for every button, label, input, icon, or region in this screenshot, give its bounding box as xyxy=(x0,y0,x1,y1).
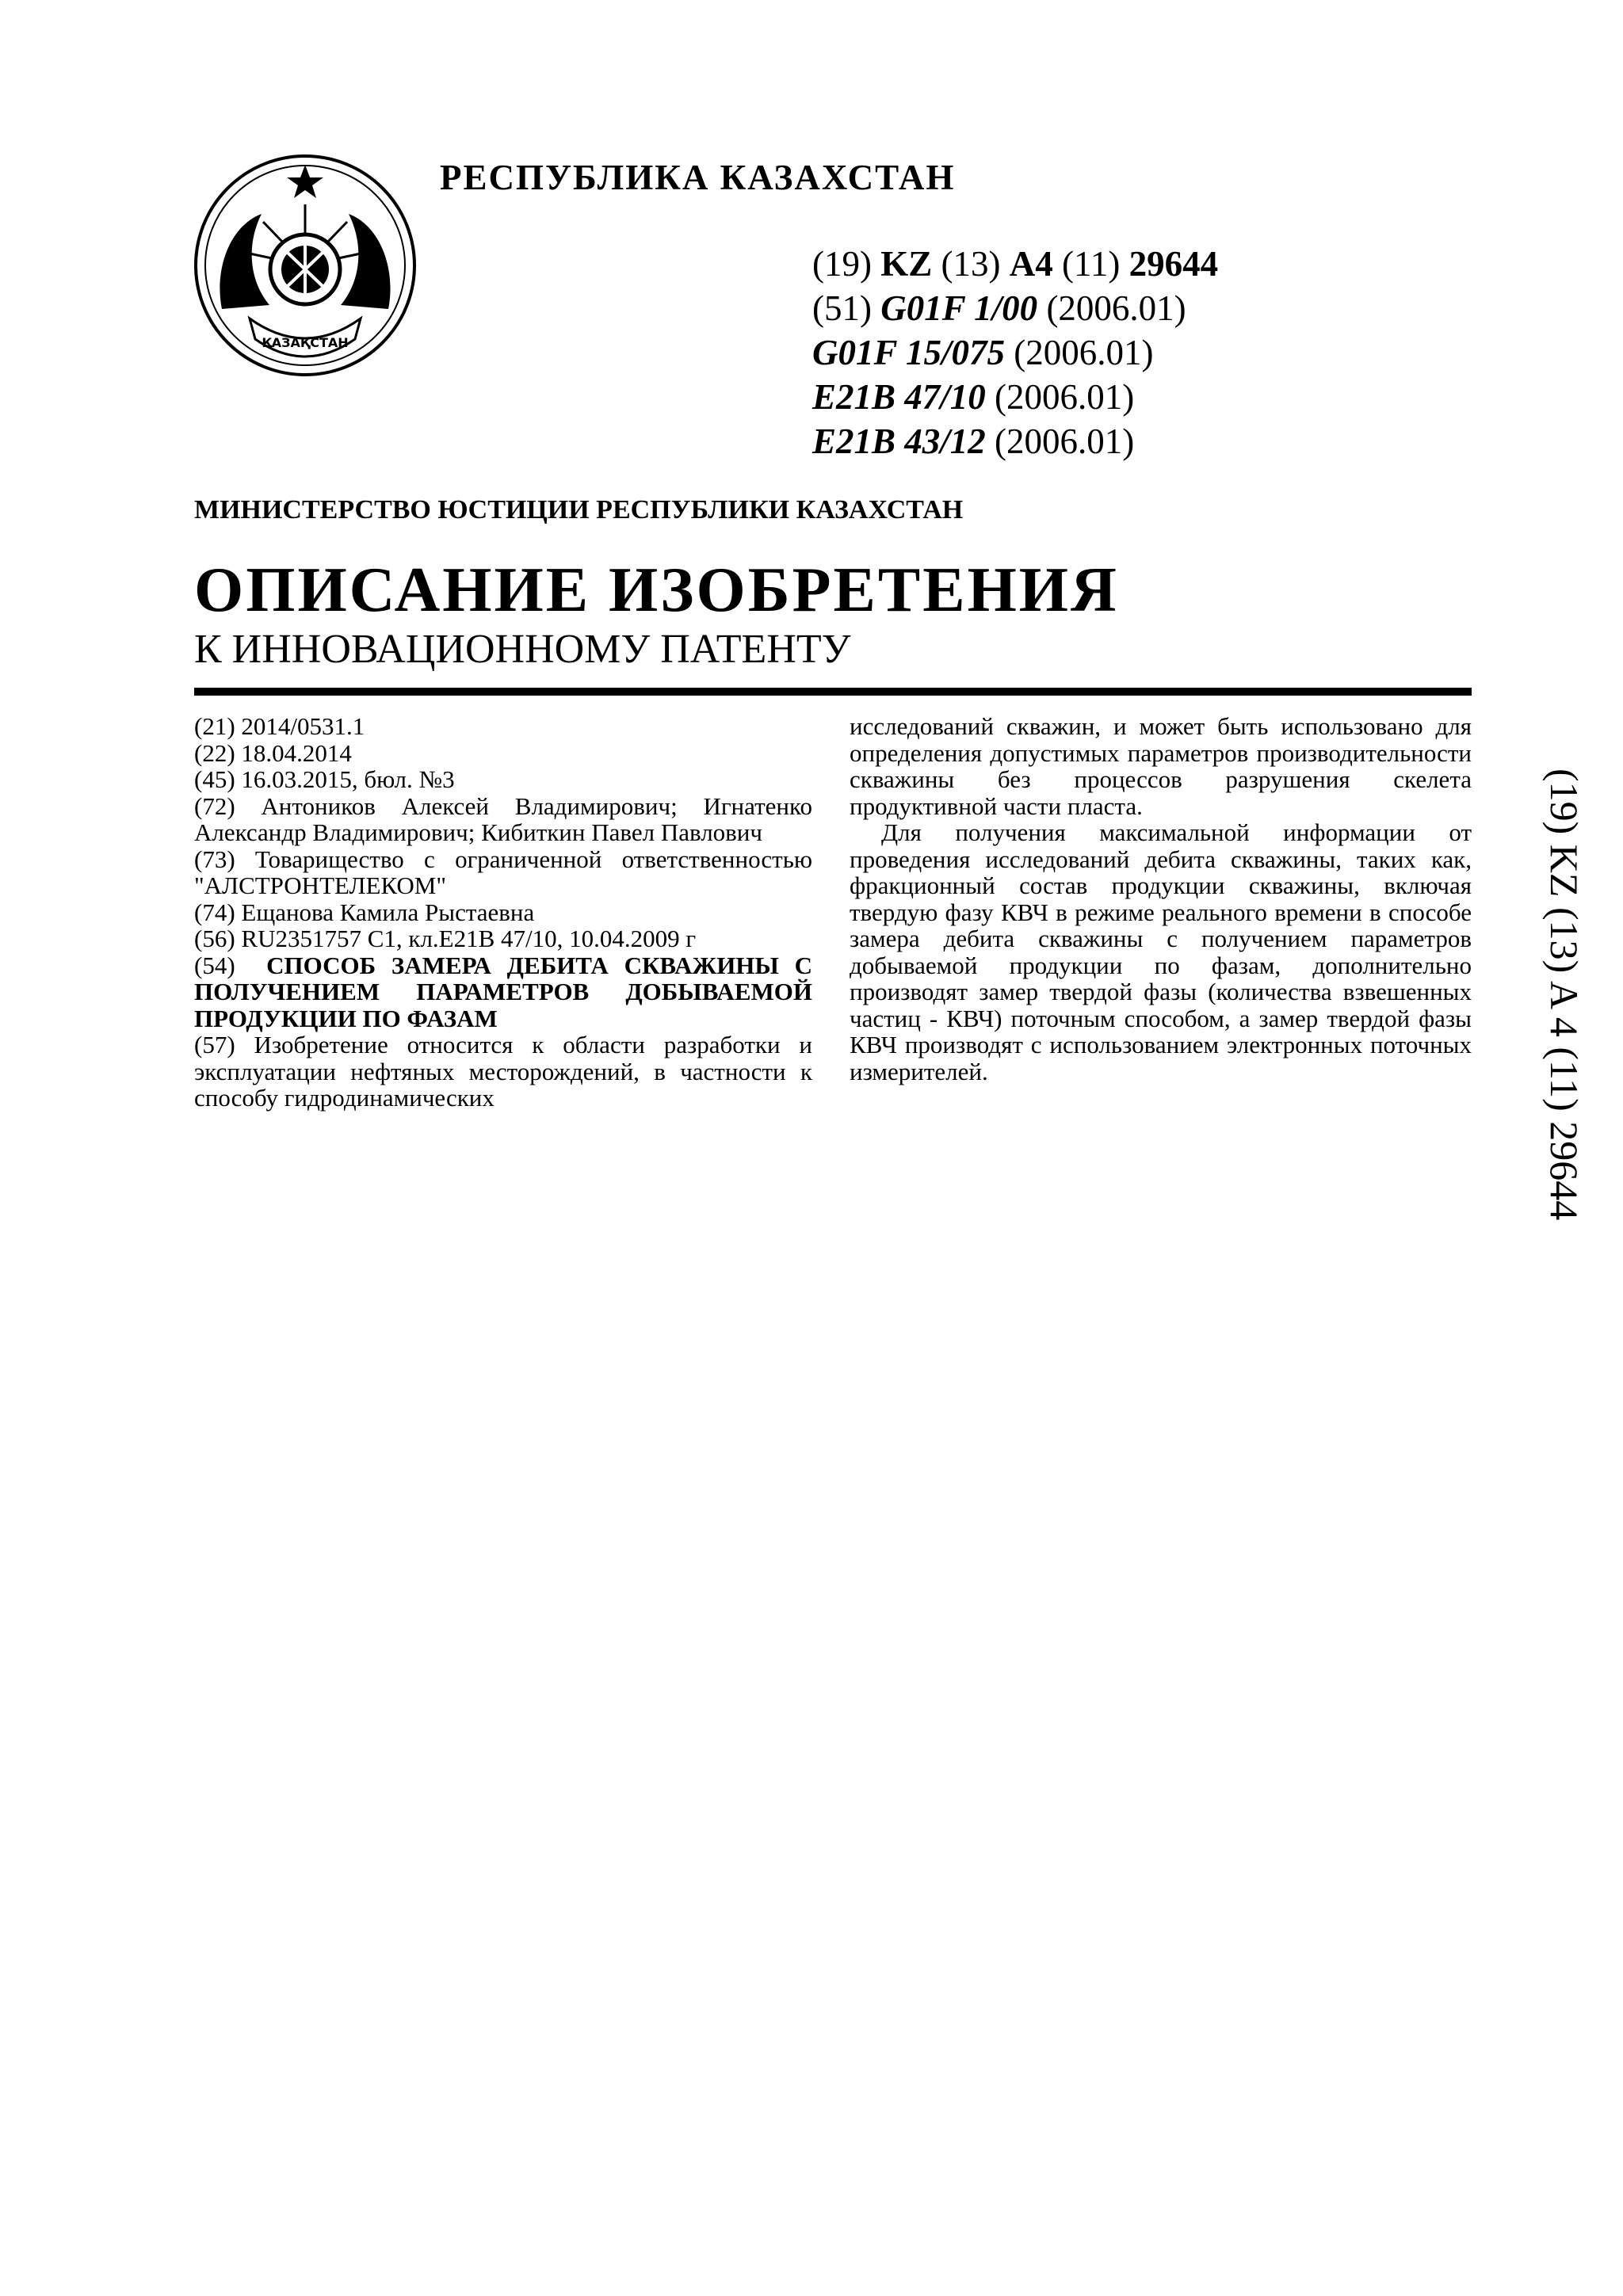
ipc-class: G01F 1/00 xyxy=(880,288,1038,328)
document-title: ОПИСАНИЕ ИЗОБРЕТЕНИЯ xyxy=(194,555,1119,625)
publication-id-row xyxy=(812,242,1218,286)
svg-text:ҚАЗАҚСТАН: ҚАЗАҚСТАН xyxy=(262,335,349,350)
invention-title: СПОСОБ ЗАМЕРА ДЕБИТА СКВАЖИНЫ С ПОЛУЧЕНИЕМ ПАРАМЕТРОВ ДОБЫВАЕМОЙ ПРОДУКЦИИ ПО ФАЗАМ xyxy=(194,951,812,1032)
ipc-row xyxy=(812,330,1218,375)
ipc-version: (2006.01) xyxy=(1014,333,1154,372)
abstract-paragraph: Для получения максимальной информации от проведения исследований дебита скважины, таких как, фракционный состав продукции скважины, включая твердую фазу КВЧ в режиме реального времени в способе замера дебита скважины с получением параметров добываемой продукции по фазам, дополнительно производят замер твердой фазы (количества взвешенных частиц - КВЧ) поточным способом, а замер твердой фазы КВЧ производят с использованием электронных поточных измерителей. xyxy=(850,818,1472,1085)
field-74-representative: (74) Ещанова Камила Рыстаевна xyxy=(194,898,535,926)
vertical-publication-id: (19) KZ (13) A 4 (11) 29644 xyxy=(1542,769,1587,1221)
ministry-name: МИНИСТЕРСТВО ЮСТИЦИИ РЕСПУБЛИКИ КАЗАХСТАН xyxy=(194,495,964,524)
ipc-version: (2006.01) xyxy=(995,421,1135,461)
ipc-class: E21B 47/10 xyxy=(812,377,986,417)
ipc-row xyxy=(812,286,1218,330)
field-56-citations: (56) RU2351757 C1, кл.E21B 47/10, 10.04.2009 г xyxy=(194,925,697,952)
field-21: (21) 2014/0531.1 xyxy=(194,712,365,740)
document-subtitle: К ИННОВАЦИОННОМУ ПАТЕНТУ xyxy=(194,627,851,672)
ipc-class: E21B 43/12 xyxy=(812,421,986,461)
field-73-owner: (73) Товарищество с ограниченной ответственностью "АЛСТРОНТЕЛЕКОМ" xyxy=(194,845,812,899)
code-19-label: (19) xyxy=(812,244,872,284)
code-11-label: (11) xyxy=(1062,244,1121,284)
field-57-abstract-start: (57) Изобретение относится к области разработки и эксплуатации нефтяных месторождений, в частности к способу гидродинамических xyxy=(194,1031,812,1112)
ipc-row xyxy=(812,419,1218,463)
ipc-version: (2006.01) xyxy=(1046,288,1186,328)
header-divider xyxy=(194,688,1472,696)
ipc-class: G01F 15/075 xyxy=(812,333,1005,372)
field-22: (22) 18.04.2014 xyxy=(194,738,352,767)
coat-of-arms-emblem xyxy=(190,151,420,380)
country-code: KZ xyxy=(880,244,933,284)
code-51-label: (51) xyxy=(812,288,872,328)
field-72-inventors: (72) Антоников Алексей Владимирович; Игнатенко Александр Владимирович; Кибиткин Павел Павлович xyxy=(194,791,812,846)
field-54-title xyxy=(194,952,812,1032)
abstract-paragraph: исследований скважин, и может быть использовано для определения допустимых параметров производительности скважины без процессов разрушения скелета продуктивной части пласта. xyxy=(850,712,1472,820)
field-54-code: (54) xyxy=(194,951,235,979)
ipc-version: (2006.01) xyxy=(995,377,1135,417)
patent-number: 29644 xyxy=(1128,244,1219,284)
kind-code: A4 xyxy=(1009,244,1053,284)
field-45: (45) 16.03.2015, бюл. №3 xyxy=(194,765,455,793)
bibliographic-codes xyxy=(812,242,1218,463)
bibliographic-data-column xyxy=(194,713,812,1112)
code-13-label: (13) xyxy=(941,244,1001,284)
country-name: РЕСПУБЛИКА КАЗАХСТАН xyxy=(440,158,956,197)
abstract-column xyxy=(850,713,1472,1085)
ipc-row xyxy=(812,375,1218,419)
